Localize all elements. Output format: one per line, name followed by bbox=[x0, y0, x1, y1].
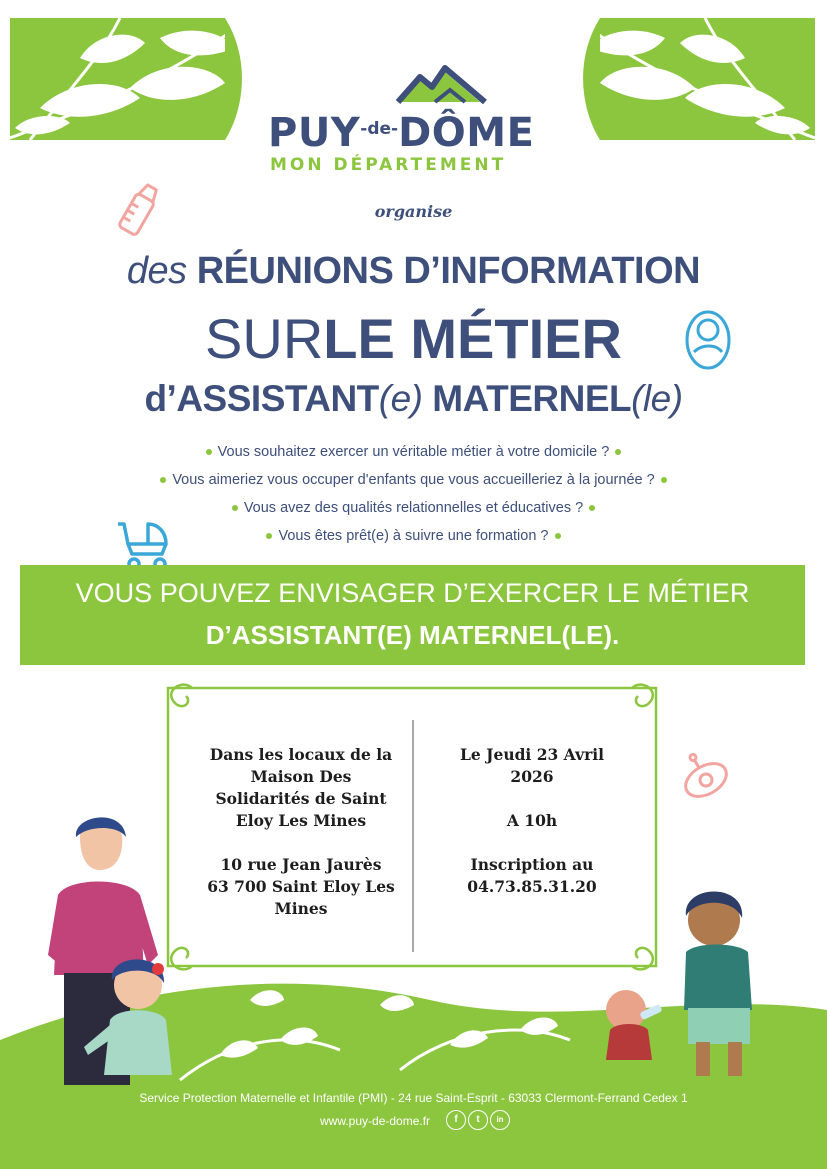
headline-line3: d’ASSISTANT(e) MATERNEL(le) bbox=[144, 378, 683, 419]
location-line: Maison Des bbox=[250, 767, 352, 786]
headline-line1: des RÉUNIONS D’INFORMATION bbox=[126, 250, 701, 292]
question-item: Vous souhaitez exercer un véritable métier à votre domicile ? bbox=[0, 438, 827, 466]
logo-title: $PUY^{-de-}DÔME$ bbox=[268, 110, 535, 156]
swaddled-baby-icon bbox=[682, 308, 734, 372]
pacifier-icon bbox=[676, 750, 736, 810]
parent-and-child-illustration bbox=[48, 815, 188, 1085]
location-column bbox=[196, 744, 406, 920]
banner-line1: VOUS POUVEZ ENVISAGER D’EXERCER LE MÉTIER bbox=[75, 578, 750, 608]
question-list bbox=[0, 438, 827, 550]
location-line: Solidarités de Saint bbox=[215, 789, 387, 808]
logo-subtitle: MON DÉPARTEMENT bbox=[270, 155, 507, 175]
phone-number: 04.73.85.31.20 bbox=[467, 877, 597, 896]
banner-line2: D’ASSISTANT(E) MATERNEL(LE). bbox=[205, 620, 620, 650]
footer-website-link[interactable]: www.puy-de-dome.fr bbox=[320, 1114, 431, 1128]
linkedin-icon[interactable]: in bbox=[490, 1110, 510, 1130]
address-line: 63 700 Saint Eloy Les bbox=[207, 877, 395, 896]
footer-service-address: Service Protection Maternelle et Infantile (PMI) - 24 rue Saint-Esprit - 63033 Clermont-Ferrand Cedex 1 bbox=[139, 1091, 688, 1105]
baby-and-boy-illustration bbox=[596, 880, 766, 1080]
time-text: A 10h bbox=[506, 811, 558, 830]
puy-de-dome-logo bbox=[250, 62, 570, 182]
address-line: 10 rue Jean Jaurès bbox=[220, 855, 382, 874]
facebook-icon[interactable]: f bbox=[446, 1110, 466, 1130]
location-line: Dans les locaux de la bbox=[209, 745, 393, 764]
question-item: Vous avez des qualités relationnelles et éducatives ? bbox=[0, 494, 827, 522]
date-line: Le Jeudi 23 Avril bbox=[459, 745, 605, 764]
location-line: Eloy Les Mines bbox=[235, 811, 367, 830]
date-line: 2026 bbox=[510, 767, 554, 786]
inscription-label: Inscription au bbox=[470, 855, 594, 874]
twitter-icon[interactable]: t bbox=[468, 1110, 488, 1130]
headline-line2: SURLE MÉTIER bbox=[205, 307, 622, 370]
date-column bbox=[432, 744, 632, 898]
question-item: Vous êtes prêt(e) à suivre une formation ? bbox=[0, 522, 827, 550]
address-line: Mines bbox=[274, 899, 328, 918]
organise-label: organise bbox=[374, 202, 453, 221]
question-item: Vous aimeriez vous occuper d'enfants que vous accueilleriez à la journée ? bbox=[0, 466, 827, 494]
call-to-action-banner bbox=[20, 565, 805, 665]
